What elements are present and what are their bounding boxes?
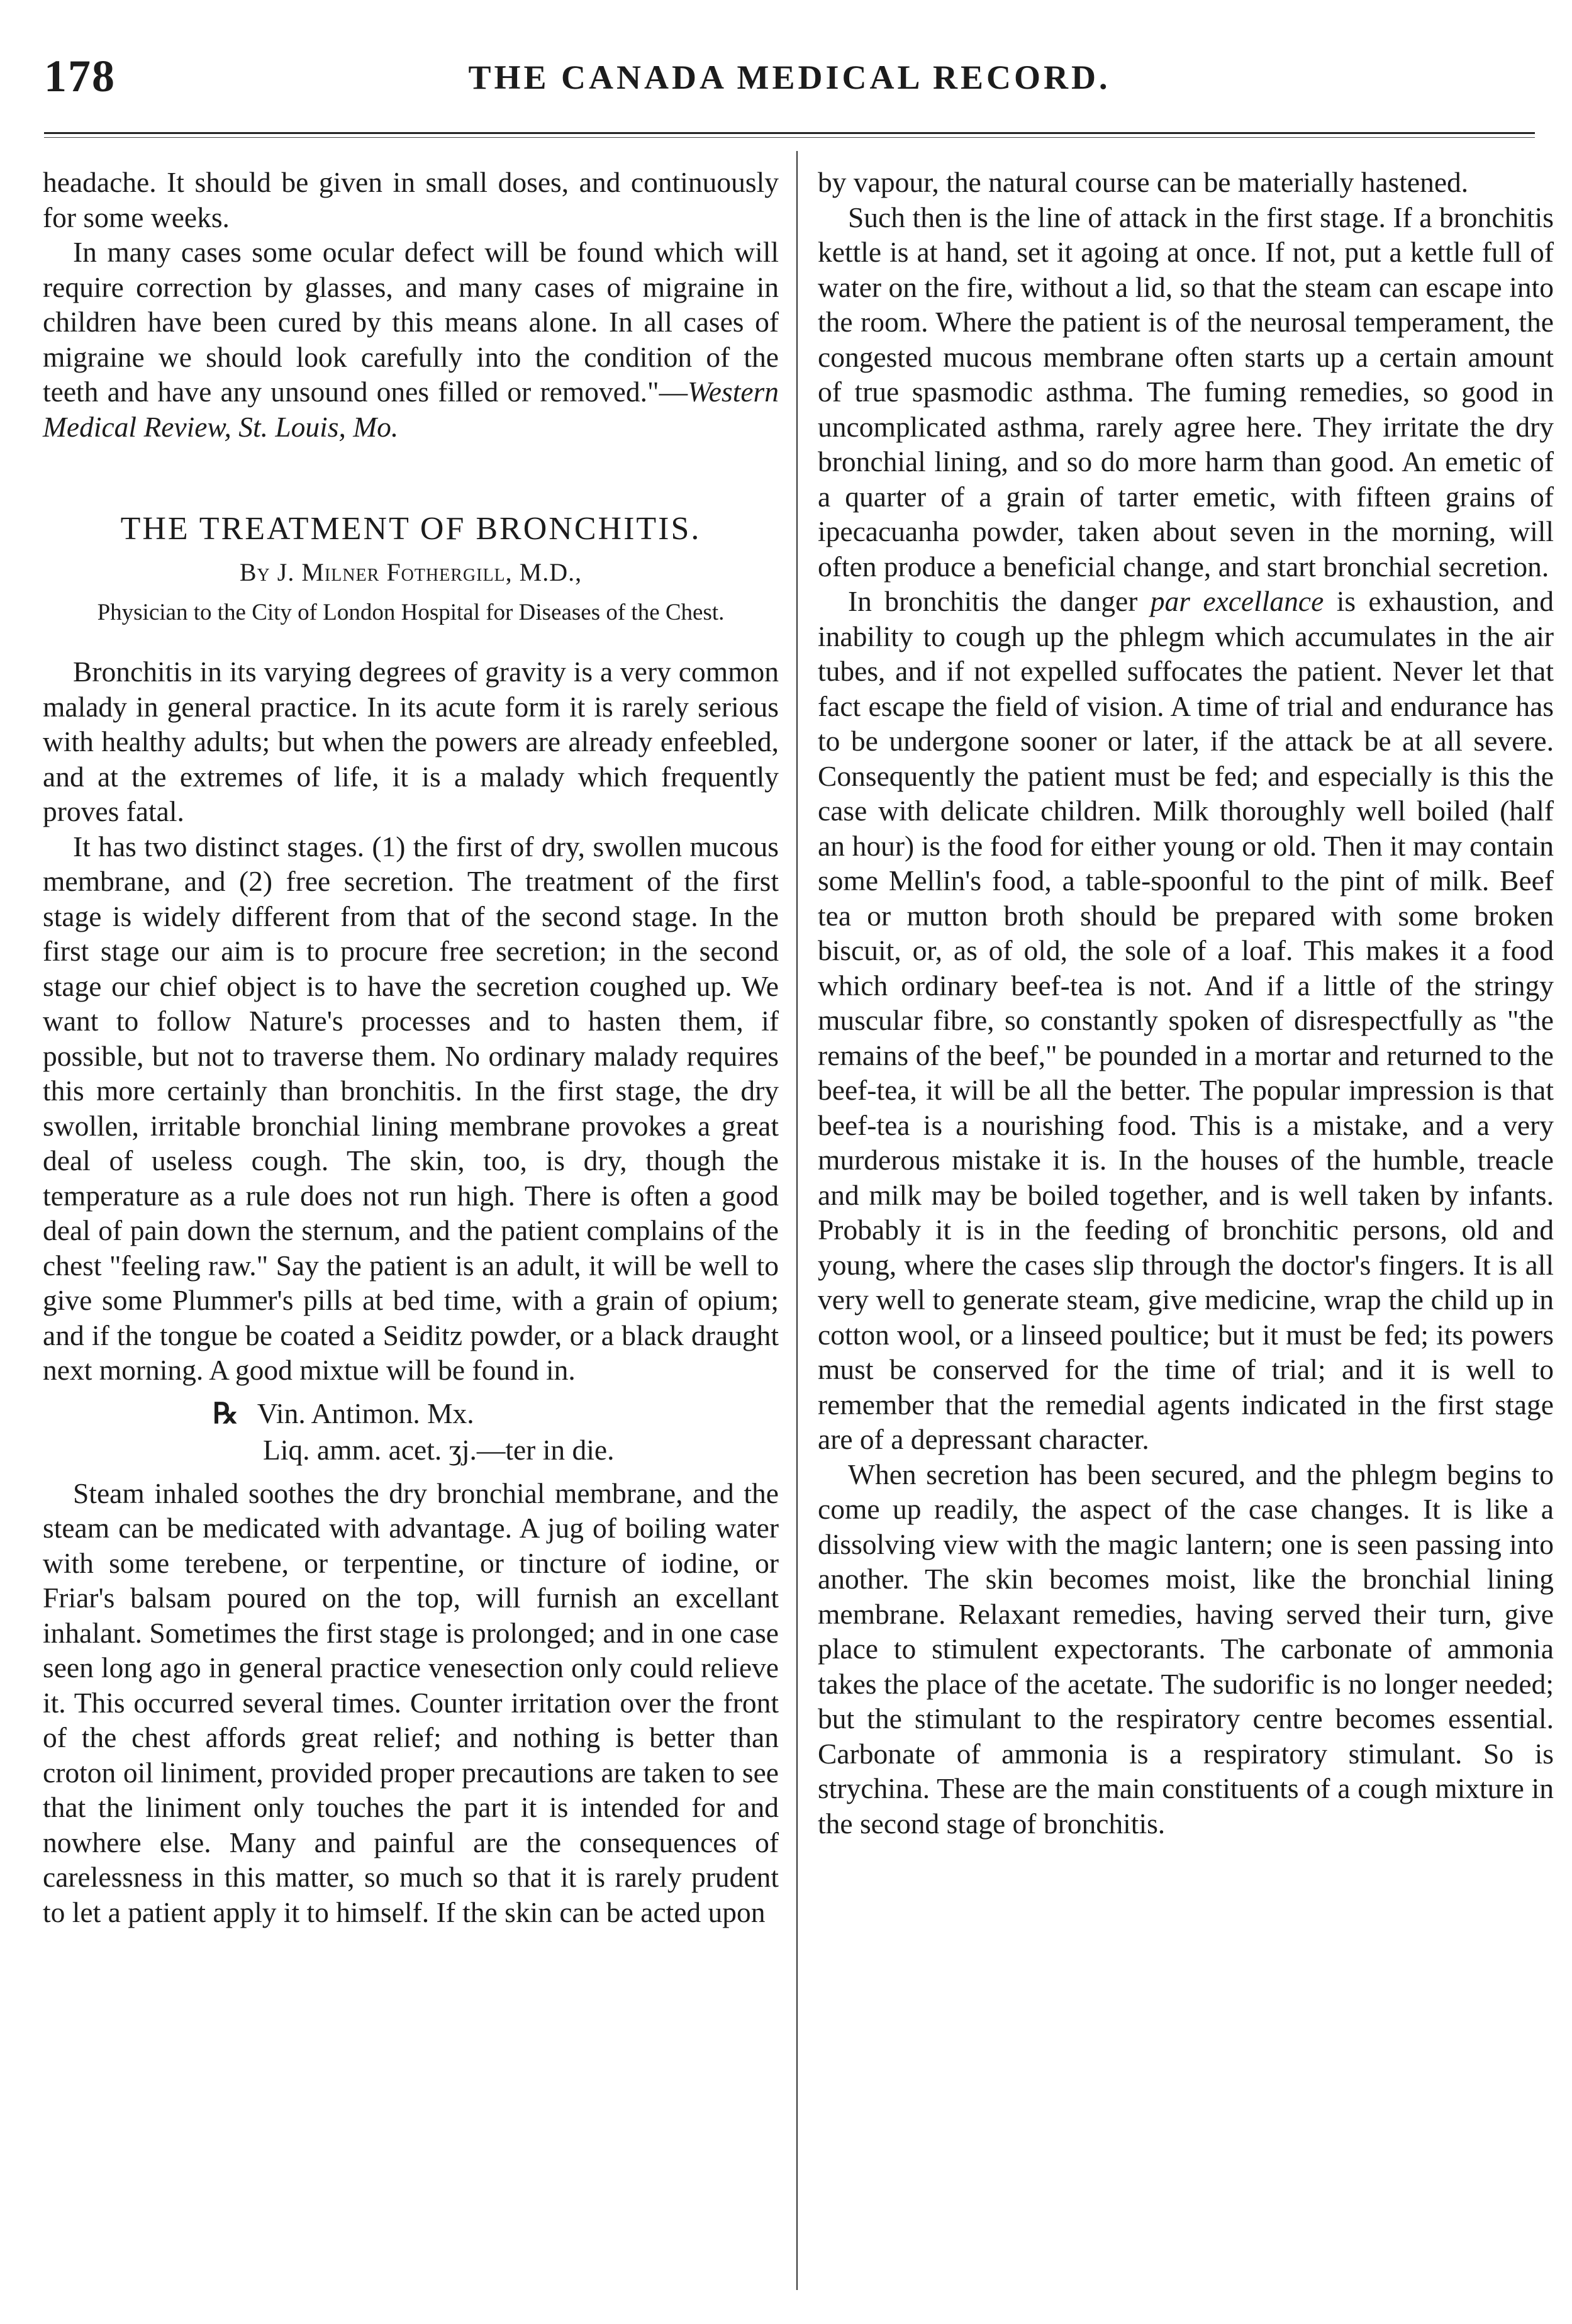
prescription-line-1 — [213, 1395, 779, 1432]
left-column — [43, 165, 779, 1930]
header-rule-thin — [44, 137, 1535, 138]
prescription-text-1: Vin. Antimon. Mx. — [257, 1397, 474, 1429]
body-paragraph-3: Steam inhaled soothes the dry bronchial membrane, and the steam can be medicated with advantage. A jug of boiling water with some terebene, or terpentine, or tincture of iodine, or Friar's balsam poured on the top, will furnish an excellant inhalant. Sometimes the first stage is prolonged; and in one case seen long ago in general practice venesection only could relieve it. This occurred several times. Counter irritation over the front of the chest affords great relief; and nothing is better than croton oil liniment, provided proper precautions are taken to see that the liniment only touches the part it is intended for and nowhere else. Many and painful are the consequences of carelessness in this matter, so much so that it is rarely prudent to let a patient apply it to himself. If the skin can be acted upon — [43, 1477, 779, 1928]
body-paragraph-4: Such then is the line of attack in the first stage. If a bronchitis kettle is at hand, set it agoing at once. If not, put a kettle full of water on the fire, without a lid, so that the steam can escape into the room. Where the patient is of the neurosal temperament, the congested mucous membrane often starts up a certain amount of true spasmodic asthma. The fuming remedies, so good in uncomplicated asthma, rarely agree here. They irritate the dry bronchial lining, and so do more harm than good. An emetic of a quarter of a grain of tarter emetic, with fifteen grains of ipecacuanha powder, taken about seven in the morning, will often produce a beneficial change, and start bronchial secretion. — [818, 201, 1554, 583]
page-number: 178 — [44, 51, 116, 101]
italic-term: par excellance — [1150, 585, 1324, 617]
body-paragraph-2: It has two distinct stages. (1) the first of dry, swollen mucous membrane, and (2) free secretion. The treatment of the first stage is widely different from that of the second stage. In the first stage our aim is to procure free secretion; in the second stage our chief object is to have the secretion coughed up. We want to follow Nature's processes and to hasten them, if possible, but not to traverse them. No ordinary malady requires this more certainly than bronchitis. In the first stage, the dry swollen, irritable bronchial lining membrane provokes a great deal of useless cough. The skin, too, is dry, though the temperature as a rule does not run high. There is often a good deal of pain down the sternum, and the patient complains of the chest "feeling raw." Say the patient is an adult, it will be well to give some Plummer's pills at bed time, with a grain of opium; and if the tongue be coated a Seiditz powder, or a black draught next morning. A good mixtue will be found in. — [43, 830, 779, 1386]
previous-article-ending: headache. It should be given in small doses, and continuously for some weeks. — [43, 166, 779, 233]
author-affiliation: Physician to the City of London Hospital for Diseases of the Chest. — [97, 600, 725, 625]
prescription-line-2: Liq. amm. acet. ʒj.—ter in die. — [263, 1433, 615, 1466]
article-title: THE TREATMENT OF BRONCHITIS. — [120, 511, 701, 547]
body-paragraph-6: When secretion has been secured, and the phlegm begins to come up readily, the aspect of the case changes. It is like a dissolving view with the magic lantern; one is seen passing into another. The skin becomes moist, like the bronchial lining membrane. Relaxant remedies, having served their turn, give place to stimulent expectorants. The carbonate of ammonia takes the place of the acetate. The sudorific is no longer needed; but the stimulant to the respiratory centre becomes essential. Carbonate of ammonia is a respiratory stimulant. So is strychina. These are the main constituents of a cough mixture in the second stage of bronchitis. — [818, 1458, 1554, 1840]
rx-symbol-icon: ℞ — [213, 1397, 238, 1429]
body-paragraph-5 — [818, 584, 1554, 1457]
running-head — [44, 50, 1535, 120]
column-divider — [796, 151, 798, 2290]
body-paragraph-1: Bronchitis in its varying degrees of gravity is a very common malady in general practice. In its acute form it is rarely serious with healthy adults; but when the powers are already enfeebled, and at the extremes of life, it is a malady which frequently proves fatal. — [43, 656, 779, 827]
paragraph-5-rest: is exhaustion, and inability to cough up the phlegm which accumulates in the air tubes, and if not expelled suffocates the patient. Never let that fact escape the field of vision. A time of trial and endurance has to be undergone sooner or later, if the attack be at all severe. Consequently the patient must be fed; and especially is this the case with delicate children. Milk thoroughly well boiled (half an hour) is the food for either young or old. Then it may contain some Mellin's food, a table-spoonful to the pint of milk. Beef tea or mutton broth should be prepared with some broken biscuit, or, as of old, the sole of a loaf. This makes it a food which ordinary beef-tea is not. And if a little of the stringy muscular fibre, so constantly spoken of disrespectfully as "the remains of the beef," be pounded in a mortar and returned to the beef-tea, it will be all the better. The popular impression is that beef-tea is a nourishing food. This is a mistake, and a very murderous mistake it is. In the houses of the humble, treacle and milk may be boiled together, and is well taken by infants. Probably it is in the feeding of bronchitic persons, old and young, where the cases slip through the doctor's fingers. It is all very well to generate steam, give medicine, wrap the child up in cotton wool, or a linseed poultice; but it must be fed; its powers must be conserved for the time of trial; and it is well to remember that the remedial agents indicated in the first stage are of a depressant character. — [818, 585, 1554, 1455]
continued-paragraph: by vapour, the natural course can be materially hastened. — [818, 166, 1469, 198]
right-column — [818, 165, 1554, 1841]
byline: By J. Milner Fothergill, M.D., — [239, 558, 583, 586]
citation-source: Western Medical Review, St. Louis, Mo. — [43, 376, 779, 443]
migraine-text: In many cases some ocular defect will be found which will require correction by glasses, and many cases of migraine in children have been cured by this means alone. In all cases of migraine we should look carefully into the condition of the teeth and have any unsound ones filled or removed."— — [43, 236, 779, 408]
migraine-paragraph — [43, 235, 779, 444]
paragraph-5-start: In bronchitis the danger — [848, 585, 1151, 617]
prescription — [43, 1395, 779, 1468]
header-rule — [44, 132, 1535, 134]
journal-title: THE CANADA MEDICAL RECORD. — [468, 59, 1111, 96]
